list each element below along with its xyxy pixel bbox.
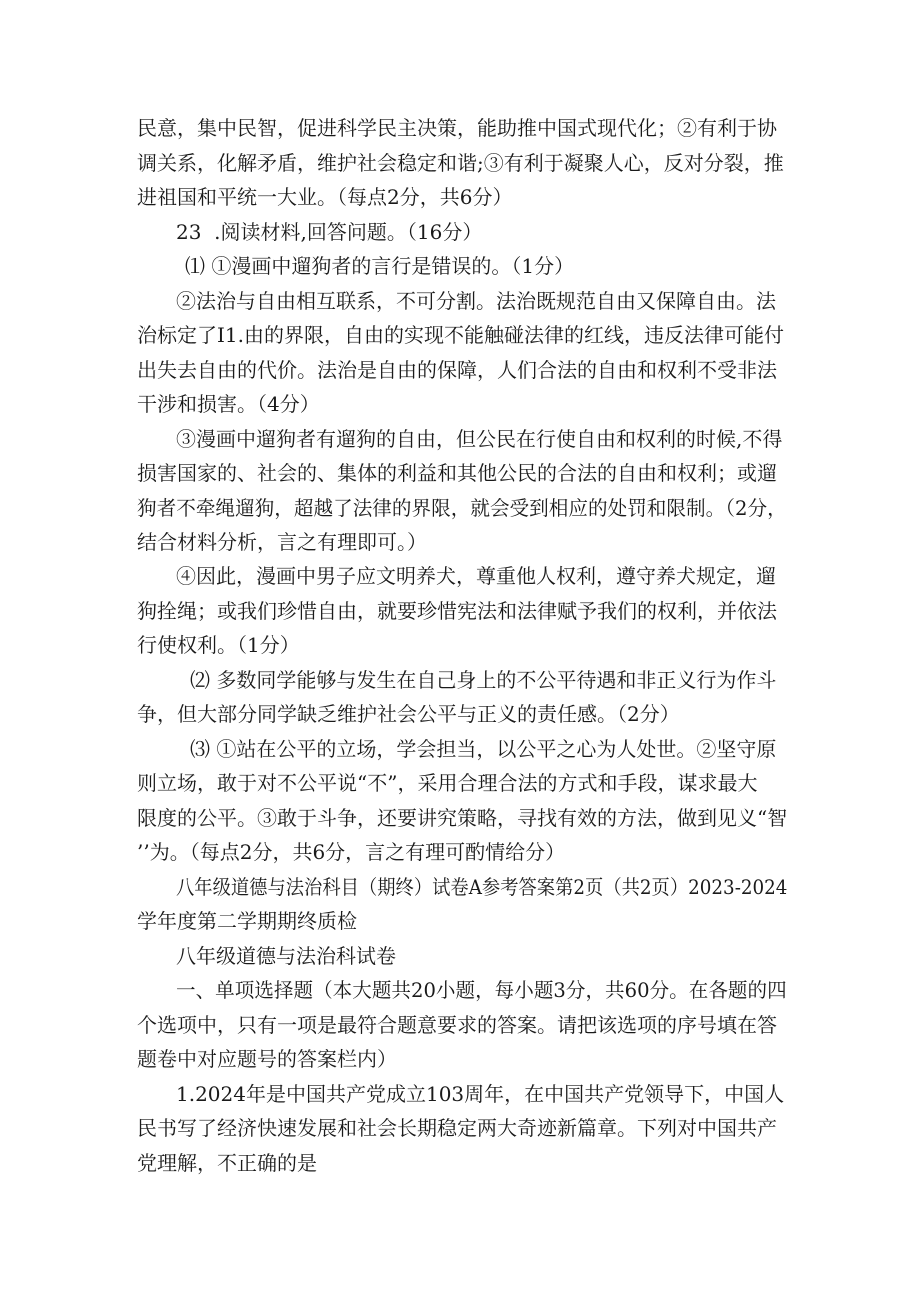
- page-footer-line: 学年度第二学期期终质检: [137, 909, 357, 933]
- text-line: 行使权利。（1分）: [137, 633, 300, 657]
- text-line: ⑵ 多数同学能够与发生在自己身上的不公平待遇和非正义行为作斗: [190, 668, 777, 692]
- text-line: 狗者不牵绳遛狗，超越了法律的界限，就会受到相应的处罚和限制。（2分，: [137, 496, 787, 520]
- text-line: 干涉和损害。（4分）: [137, 392, 320, 416]
- text-line: 损害国家的、社会的、集体的利益和其他公民的合法的自由和权利；或遛: [137, 461, 777, 485]
- text-line: ’’为。（每点2分，共6分，言之有理可酌情给分）: [137, 840, 566, 864]
- text-line: 则立场，敢于对不公平说“不”，采用合理合法的方式和手段，谋求最大: [137, 771, 758, 795]
- text-line: ⑴ ①漫画中遛狗者的言行是错误的。（1分）: [185, 254, 575, 278]
- section-heading: 个选项中，只有一项是最符合题意要求的答案。请把该选项的序号填在答: [137, 1013, 777, 1037]
- text-line: 限度的公平。③敢于斗争，还要讲究策略，寻找有效的方法，做到见义“智: [137, 806, 788, 830]
- text-line: 出失去自由的代价。法治是自由的保障，人们合法的自由和权利不受非法: [137, 358, 777, 382]
- text-line: ②法治与自由相互联系，不可分割。法治既规范自由又保障自由。法: [176, 289, 776, 313]
- text-line: 进祖国和平统一大业。（每点2分，共6分）: [137, 185, 513, 209]
- text-line: 民意，集中民智，促进科学民主决策，能助推中国式现代化；②有利于协: [137, 116, 777, 140]
- question-text: 1.2024年是中国共产党成立103周年，在中国共产党领导下，中国人: [176, 1082, 785, 1106]
- question-heading: 23 .阅读材料,回答问题。（16分）: [176, 220, 483, 244]
- page-footer-line: 八年级道德与法治科目（期终）试卷A参考答案第2页（共2页）2023-2024: [176, 875, 788, 899]
- text-line: 调关系，化解矛盾，维护社会稳定和谐;③有利于凝聚人心，反对分裂，推: [137, 151, 784, 175]
- text-line: 争，但大部分同学缺乏维护社会公平与正义的责任感。（2分）: [137, 702, 680, 726]
- exam-title: 八年级道德与法治科试卷: [176, 944, 396, 968]
- section-heading: 题卷中对应题号的答案栏内）: [137, 1047, 397, 1071]
- text-line: 结合材料分析，言之有理即可。）: [137, 530, 427, 554]
- question-text: 民书写了经济快速发展和社会长期稳定两大奇迹新篇章。下列对中国共产: [137, 1116, 777, 1140]
- text-line: 治标定了I1.由的界限，自由的实现不能触碰法律的红线，违反法律可能付: [137, 323, 784, 347]
- text-line: ④因此，漫画中男子应文明养犬，尊重他人权利，遵守养犬规定，遛: [176, 564, 776, 588]
- text-line: 狗拴绳；或我们珍惜自由，就要珍惜宪法和法律赋予我们的权利，并依法: [137, 599, 777, 623]
- text-line: ⑶ ①站在公平的立场，学会担当，以公平之心为人处世。②坚守原: [190, 737, 777, 761]
- section-heading: 一、单项选择题（本大题共20小题，每小题3分，共60分。在各题的四: [176, 978, 787, 1002]
- question-text: 党理解，不正确的是: [137, 1151, 317, 1175]
- text-line: ③漫画中遛狗者有遛狗的自由，但公民在行使自由和权利的时候,不得: [176, 427, 783, 451]
